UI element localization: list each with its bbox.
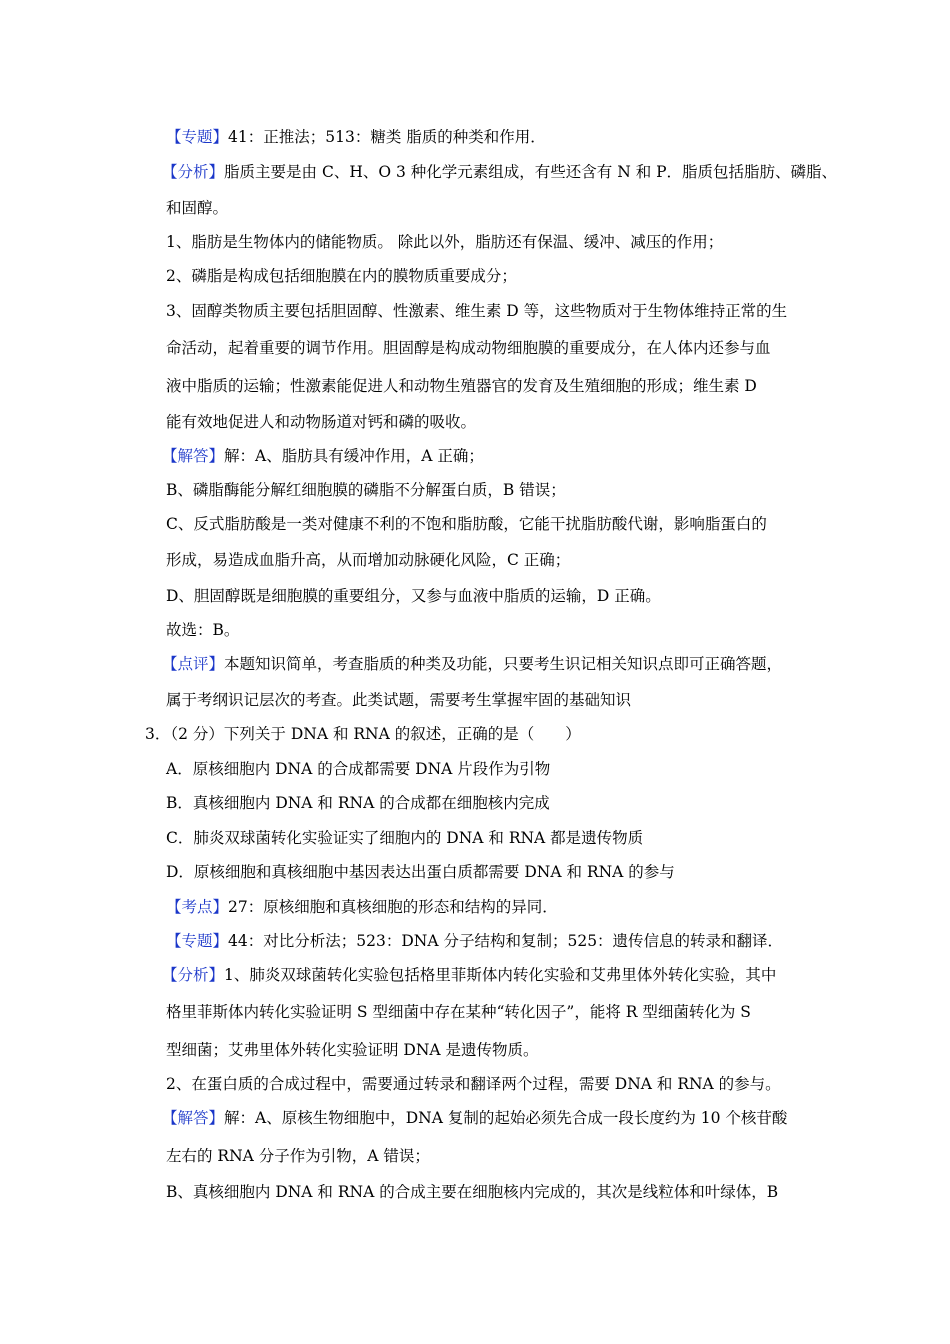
analysis-tag: 【分析】 (162, 163, 225, 181)
analysis-text: 脂质主要是由 C、H、O 3 种化学元素组成，有些还含有 N 和 P．脂质包括脂肪、磷脂、 (224, 163, 838, 181)
choice-line: 故选：B。 (166, 621, 240, 639)
comment-text: 本题知识简单，考查脂质的种类及功能，只要考生识记相关知识点即可正确答题， (224, 655, 783, 673)
comment-line-2: 属于考纲识记层次的考查。此类试题，需要考生掌握牢固的基础知识 (166, 691, 632, 709)
q3-topic-text: 44：对比分析法；523：DNA 分子结构和复制；525：遗传信息的转录和翻译． (228, 932, 784, 950)
q3-answer-line-2: 左右的 RNA 分子作为引物，A 错误； (166, 1147, 430, 1165)
option-a: A．原核细胞内 DNA 的合成都需要 DNA 片段作为引物 (166, 760, 551, 778)
analysis-line (162, 162, 837, 182)
topic-tag: 【专题】 (166, 128, 229, 146)
answer-c-line-1: C、反式脂肪酸是一类对健康不利的不饱和脂肪酸，它能干扰脂肪酸代谢，影响脂蛋白的 (166, 515, 767, 533)
option-b: B．真核细胞内 DNA 和 RNA 的合成都在细胞核内完成 (166, 794, 550, 812)
option-d: D．原核细胞和真核细胞中基因表达出蛋白质都需要 DNA 和 RNA 的参与 (166, 863, 675, 881)
point-line (166, 897, 558, 917)
answer-b: B、磷脂酶能分解红细胞膜的磷脂不分解蛋白质，B 错误； (166, 481, 566, 499)
answer-a: 解：A、脂肪具有缓冲作用，A 正确； (224, 447, 484, 465)
topic-line (166, 127, 546, 147)
answer-c-line-2: 形成，易造成血脂升高，从而增加动脉硬化风险，C 正确； (166, 551, 571, 569)
q3-analysis-line (162, 965, 776, 985)
q3-answer-line-3: B、真核细胞内 DNA 和 RNA 的合成主要在细胞核内完成的，其次是线粒体和叶绿体，B (166, 1183, 779, 1201)
q3-topic-tag: 【专题】 (166, 932, 229, 950)
option-c: C．肺炎双球菌转化实验证实了细胞内的 DNA 和 RNA 都是遗传物质 (166, 829, 644, 847)
q3-analysis-text: 1、肺炎双球菌转化实验包括格里菲斯体内转化实验和艾弗里体外转化实验，其中 (224, 966, 777, 984)
point-text: 27：原核细胞和真核细胞的形态和结构的异同． (228, 898, 558, 916)
point-tag: 【考点】 (166, 898, 229, 916)
q3-answer-tag: 【解答】 (162, 1109, 225, 1127)
q3-analysis-line-4: 2、在蛋白质的合成过程中，需要通过转录和翻译两个过程，需要 DNA 和 RNA 的参与。 (166, 1075, 781, 1093)
q3-answer-line (162, 1108, 787, 1128)
question-3-stem: 3．（2 分）下列关于 DNA 和 RNA 的叙述，正确的是（ ） (145, 725, 581, 743)
q3-answer-text: 解：A、原核生物细胞中，DNA 复制的起始必须先合成一段长度约为 10 个核苷酸 (224, 1109, 788, 1127)
item-3-line-4: 能有效地促进人和动物肠道对钙和磷的吸收。 (166, 413, 477, 431)
analysis-line-2: 和固醇。 (166, 199, 229, 217)
item-1: 1、脂肪是生物体内的储能物质。 除此以外，脂肪还有保温、缓冲、减压的作用； (166, 233, 724, 251)
item-2: 2、磷脂是构成包括细胞膜在内的膜物质重要成分； (166, 267, 517, 285)
item-3-line-2: 命活动，起着重要的调节作用。胆固醇是构成动物细胞膜的重要成分，在人体内还参与血 (166, 339, 771, 357)
answer-tag: 【解答】 (162, 447, 225, 465)
topic-text: 41：正推法；513：糖类 脂质的种类和作用． (228, 128, 546, 146)
item-3-line-1: 3、固醇类物质主要包括胆固醇、性激素、维生素 D 等，这些物质对于生物体维持正常的生 (166, 302, 788, 320)
answer-d: D、胆固醇既是细胞膜的重要组分，又参与血液中脂质的运输，D 正确。 (166, 587, 661, 605)
q3-analysis-line-3: 型细菌；艾弗里体外转化实验证明 DNA 是遗传物质。 (166, 1041, 539, 1059)
comment-line (162, 654, 782, 674)
item-3-line-3: 液中脂质的运输；性激素能促进人和动物生殖器官的发育及生殖细胞的形成；维生素 D (166, 377, 757, 395)
answer-line (162, 446, 484, 466)
q3-analysis-tag: 【分析】 (162, 966, 225, 984)
q3-analysis-line-2: 格里菲斯体内转化实验证明 S 型细菌中存在某种“转化因子”，能将 R 型细菌转化为 S (166, 1003, 751, 1021)
comment-tag: 【点评】 (162, 655, 225, 673)
q3-topic-line (166, 931, 783, 951)
